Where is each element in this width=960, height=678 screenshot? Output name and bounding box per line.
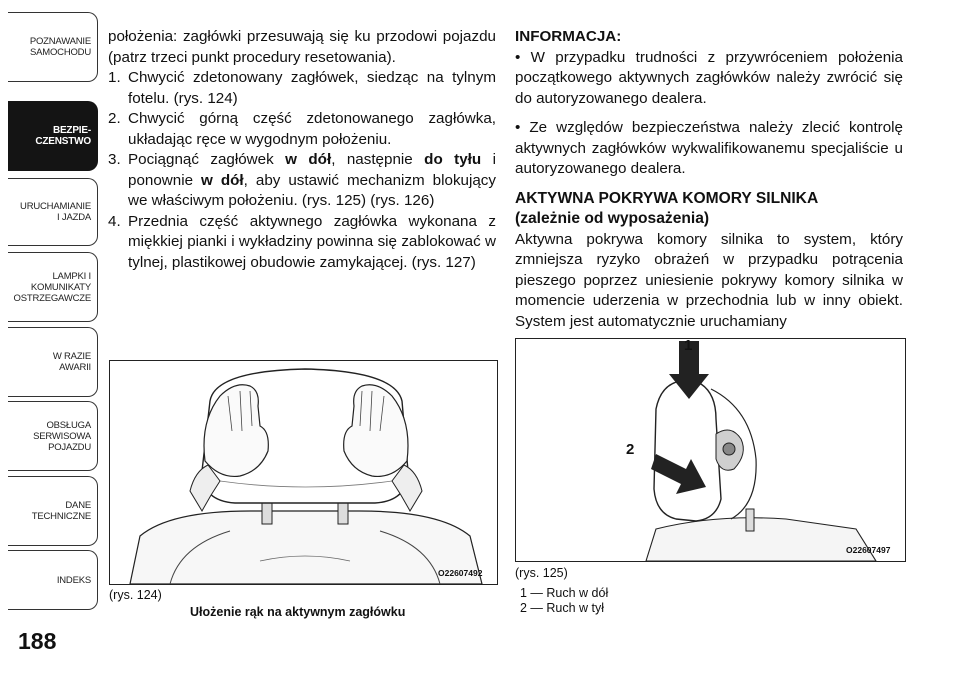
emphasis-down-again: w dół: [201, 171, 244, 189]
figure-hands-on-headrest: [109, 360, 498, 585]
step-text: Przednia część aktywnego zagłówka wykonana z miękkiej pianki i wykładziny powinna się zablokować w tylnej, plastikowej obudowie zamykającej. (rys. 127): [128, 212, 496, 271]
tab-dane-techniczne[interactable]: [8, 476, 98, 546]
tab-label: W RAZIE AWARII: [52, 351, 91, 373]
figure1-caption: Ułożenie rąk na aktywnym zagłówku: [190, 605, 406, 619]
page-number: 188: [18, 628, 57, 654]
intro-paragraph: położenia: zagłówki przesuwają się ku przodowi pojazdu (patrz trzeci punkt procedury resetowania).: [108, 28, 496, 66]
info-bullet-2: • Ze względów bezpieczeństwa należy zlecić kontrolę aktywnych zagłówków wykwalifikowanemu specjaliście u autoryzowanego dealera.: [515, 119, 903, 177]
figure-code: O22607492: [438, 568, 483, 578]
info-bullet-1: • W przypadku trudności z przywróceniem położenia początkowego aktywnych zagłówków należy zwrócić się do autoryzowanego dealera.: [515, 48, 903, 107]
step-text-part: Pociągnąć zagłówek: [128, 151, 286, 168]
section-title: AKTYWNA POKRYWA KOMORY SILNIKA: [515, 189, 819, 207]
tab-obsluga-serwisowa[interactable]: [8, 401, 98, 471]
section-subtitle: (zależnie od wyposażenia): [515, 210, 710, 227]
headrest-movement-illustration: [516, 339, 905, 561]
step-text-part: , następnie: [331, 151, 425, 168]
figure-headrest-movement: [515, 338, 906, 562]
step-3: [108, 150, 496, 212]
step-text: Chwycić górną część zdetonowanego zagłówka, układając ręce w wygodnym położeniu.: [128, 110, 496, 148]
tab-poznawanie-samochodu[interactable]: [8, 12, 98, 82]
figure2-label-1: 1: [684, 338, 693, 354]
tab-label: OBSŁUGA SERWISOWA POJAZDU: [33, 419, 91, 453]
tab-label: BEZPIE- CZENSTWO: [35, 125, 91, 147]
section-paragraph: Aktywna pokrywa komory silnika to system, który zmniejsza ryzyko obrażeń w przypadku potrącenia pieszego poprzez uniesienie pokrywy komory silnika w momencie uderzenia w przechodnia lub w inny obiekt. System jest automatycznie uruchamiany: [515, 230, 903, 330]
figure-code: O22607497: [846, 545, 891, 555]
tab-label: URUCHAMIANIE I JAZDA: [20, 201, 91, 223]
tab-label: LAMPKI I KOMUNIKATY OSTRZEGAWCZE: [13, 270, 91, 304]
chapter-tabs: [0, 0, 100, 678]
figure1-ref: (rys. 124): [109, 588, 162, 602]
step-number: 2.: [108, 110, 121, 127]
step-text: [128, 150, 496, 212]
step-1: [108, 68, 496, 109]
figure2-ref: (rys. 125): [515, 566, 568, 580]
step-number: 3.: [108, 151, 121, 168]
emphasis-down: w dół: [285, 151, 332, 168]
right-column: [515, 27, 903, 332]
tab-label: DANE TECHNICZNE: [31, 500, 91, 522]
tab-lampki-komunikaty[interactable]: [8, 252, 98, 322]
info-title: INFORMACJA:: [515, 28, 622, 45]
step-number: 1.: [108, 69, 121, 86]
step-4: [108, 212, 496, 274]
figure2-legend-2: 2 — Ruch w tył: [520, 601, 605, 615]
step-text: Chwycić zdetonowany zagłówek, siedząc na tylnym fotelu. (rys. 124): [128, 69, 496, 107]
tab-label: INDEKS: [56, 574, 91, 586]
left-column: [108, 27, 496, 273]
tab-w-razie-awarii[interactable]: [8, 327, 98, 397]
step-2: [108, 109, 496, 150]
emphasis-back: do tyłu: [424, 151, 482, 168]
figure2-label-2: 2: [626, 441, 635, 458]
step-text-part: i ponownie: [128, 151, 497, 189]
tab-bezpieczenstwo[interactable]: [8, 101, 98, 171]
step-text-part: , aby ustawić mechanizm blokujący we właściwym położeniu. (rys. 125) (rys. 126): [128, 171, 496, 209]
step-number: 4.: [108, 212, 121, 230]
headrest-illustration: [110, 361, 497, 584]
tab-indeks[interactable]: [8, 550, 98, 610]
tab-label: POZNAWANIE SAMOCHODU: [29, 36, 91, 58]
tab-uruchamianie-i-jazda[interactable]: [8, 178, 98, 246]
figure2-legend-1: 1 — Ruch w dół: [520, 586, 609, 600]
